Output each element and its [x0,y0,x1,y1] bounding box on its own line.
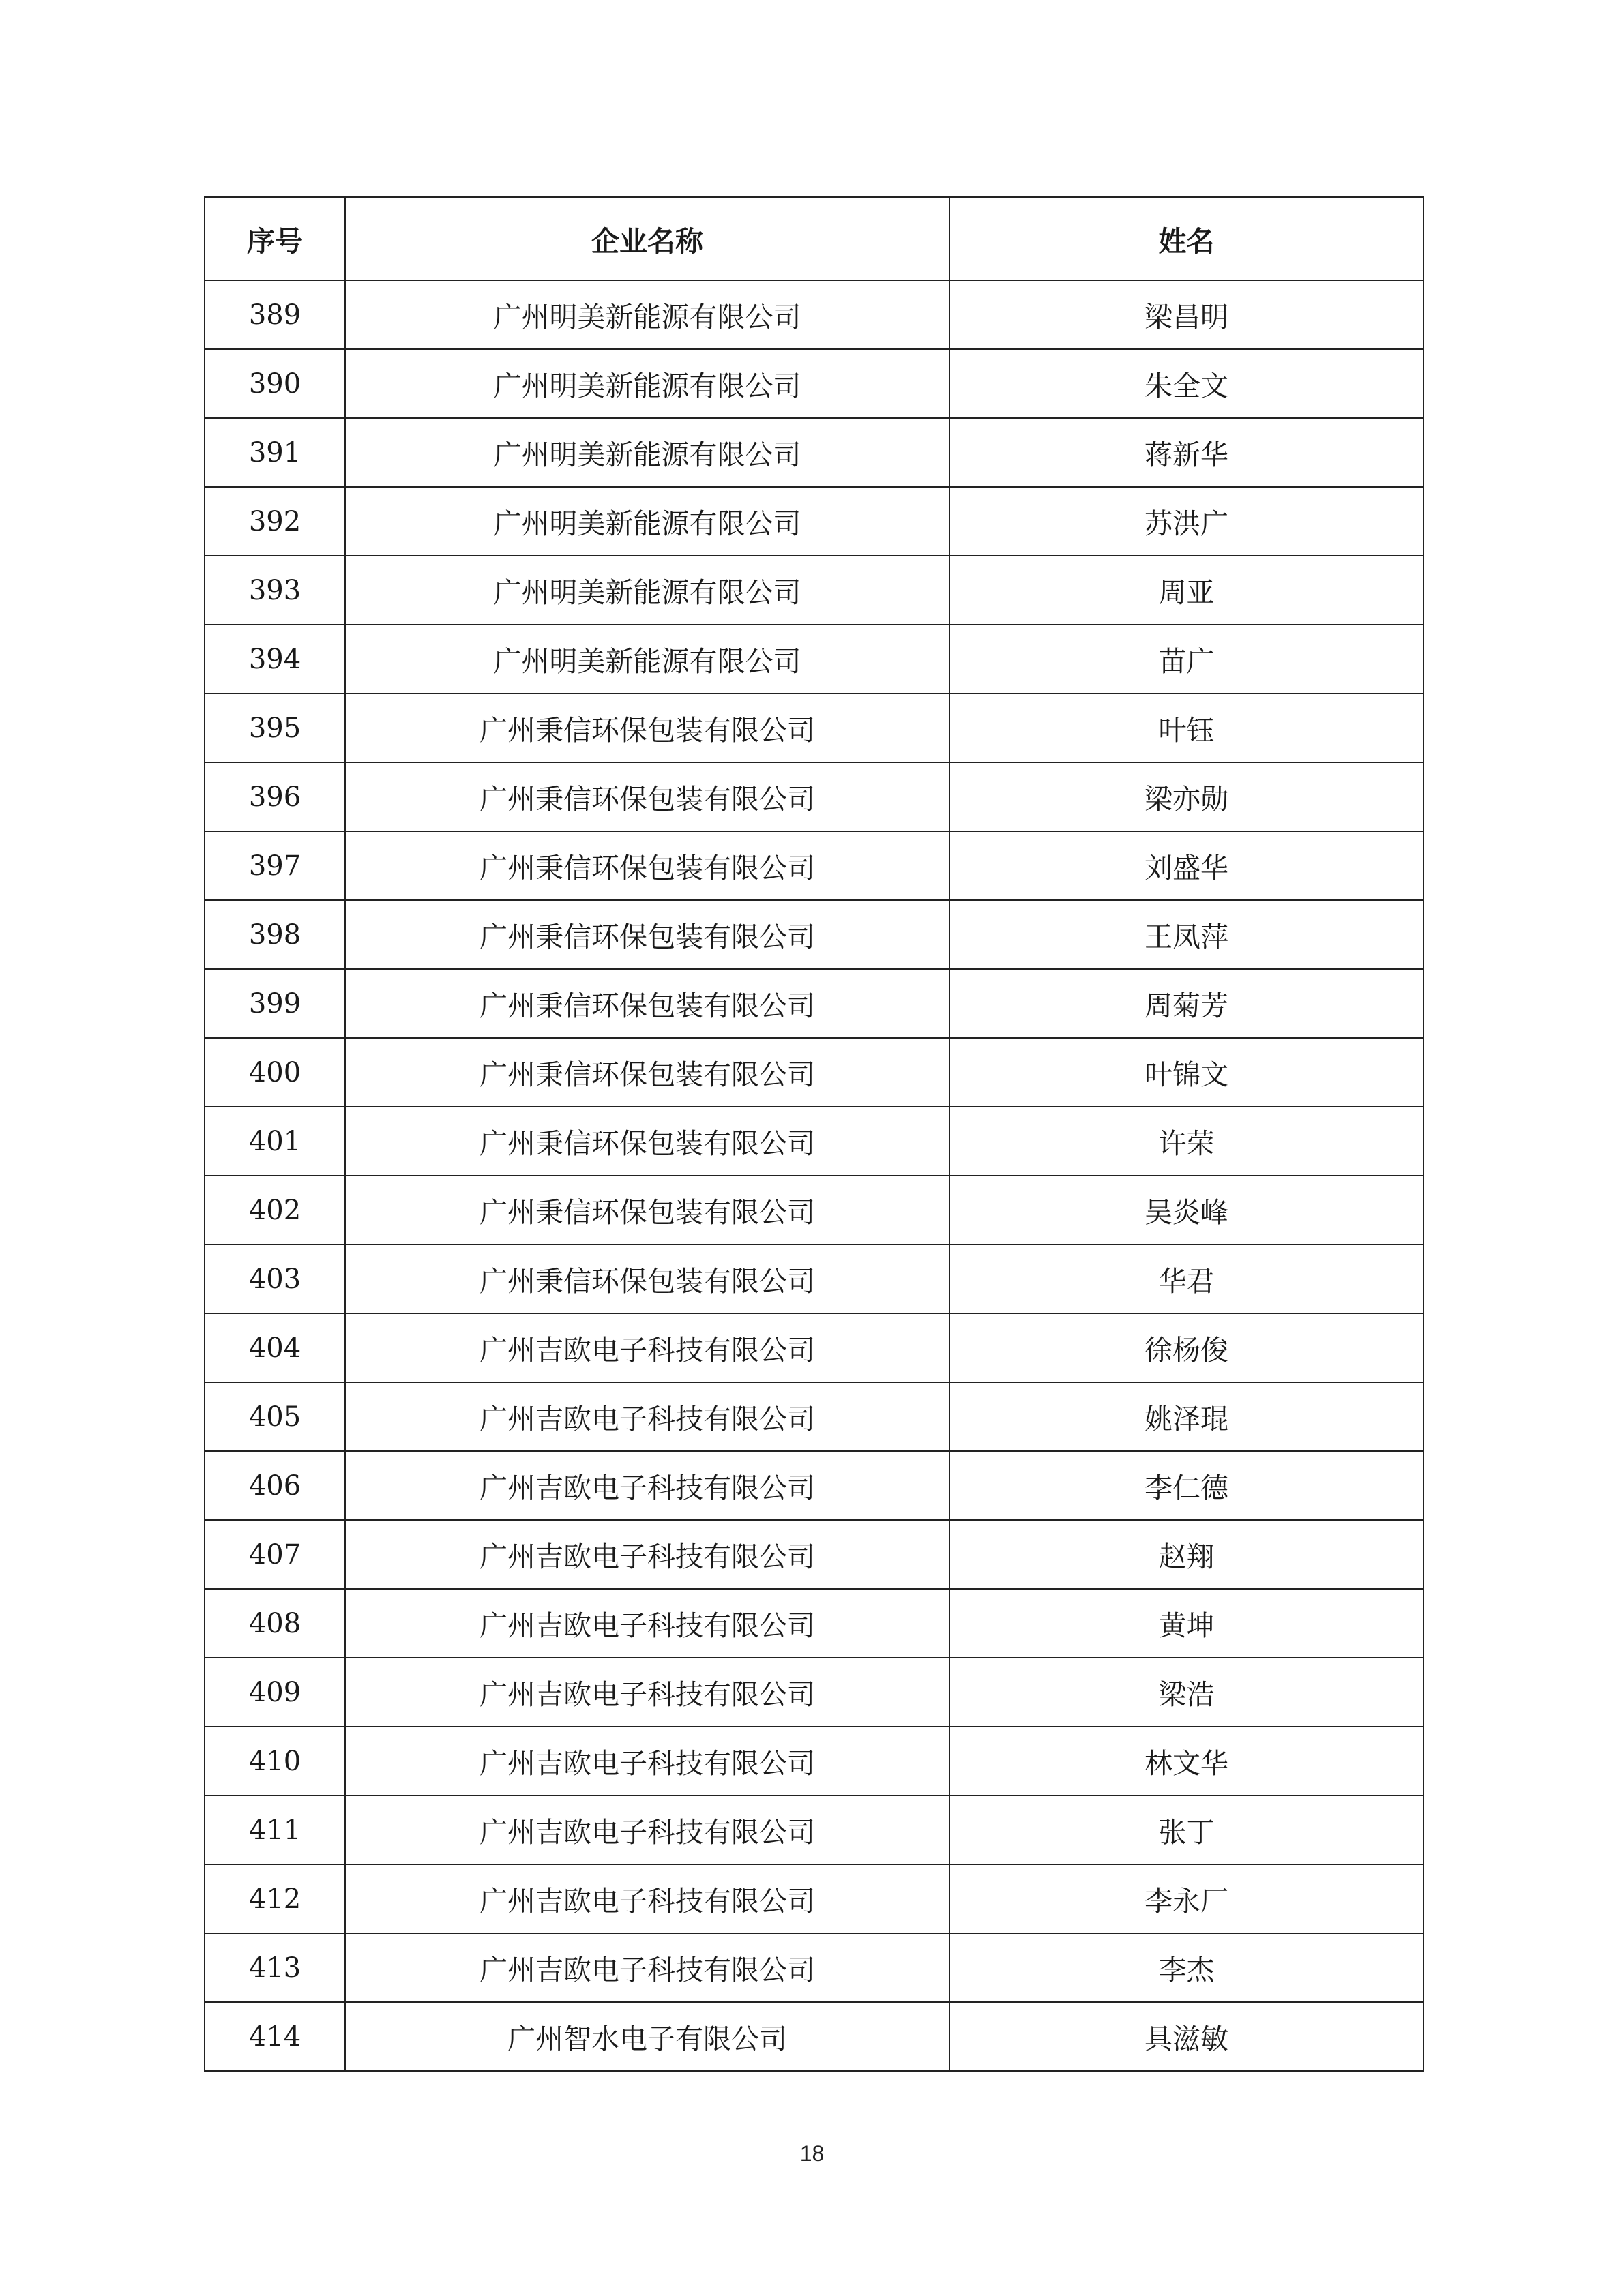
table-row [205,2002,1423,2071]
header-name: 姓名 [949,197,1423,280]
table-row [205,1244,1423,1313]
header-row [205,197,1423,280]
cell-company: 广州秉信环保包装有限公司 [345,831,949,900]
cell-name: 黄坤 [949,1589,1423,1658]
cell-company: 广州吉欧电子科技有限公司 [345,1313,949,1382]
cell-number: 399 [205,969,345,1038]
cell-name: 梁亦勋 [949,762,1423,831]
cell-name: 叶钰 [949,694,1423,762]
table-row [205,1727,1423,1795]
table-row [205,349,1423,418]
cell-number: 409 [205,1658,345,1727]
cell-name: 具滋敏 [949,2002,1423,2071]
table-row [205,1520,1423,1589]
cell-company: 广州智水电子有限公司 [345,2002,949,2071]
cell-company: 广州秉信环保包装有限公司 [345,1107,949,1176]
cell-name: 苏洪广 [949,487,1423,556]
cell-number: 406 [205,1451,345,1520]
cell-company: 广州吉欧电子科技有限公司 [345,1589,949,1658]
cell-company: 广州明美新能源有限公司 [345,349,949,418]
table-header [205,197,1423,280]
cell-number: 389 [205,280,345,349]
cell-name: 朱全文 [949,349,1423,418]
page-number: 18 [799,2141,825,2166]
table-row [205,625,1423,694]
table-body [205,280,1423,2071]
cell-company: 广州秉信环保包装有限公司 [345,1176,949,1244]
table-row [205,487,1423,556]
table-row [205,969,1423,1038]
table-row [205,1658,1423,1727]
header-number: 序号 [205,197,345,280]
cell-company: 广州吉欧电子科技有限公司 [345,1382,949,1451]
cell-company: 广州吉欧电子科技有限公司 [345,1727,949,1795]
table-row [205,1382,1423,1451]
cell-number: 398 [205,900,345,969]
table-row [205,694,1423,762]
cell-number: 412 [205,1864,345,1933]
cell-number: 396 [205,762,345,831]
cell-number: 404 [205,1313,345,1382]
cell-name: 刘盛华 [949,831,1423,900]
roster-table [204,196,1424,2072]
cell-name: 周菊芳 [949,969,1423,1038]
table-row [205,1933,1423,2002]
cell-number: 397 [205,831,345,900]
cell-company: 广州吉欧电子科技有限公司 [345,1451,949,1520]
cell-company: 广州吉欧电子科技有限公司 [345,1864,949,1933]
cell-name: 苗广 [949,625,1423,694]
cell-number: 403 [205,1244,345,1313]
cell-name: 李永厂 [949,1864,1423,1933]
cell-company: 广州明美新能源有限公司 [345,625,949,694]
cell-company: 广州吉欧电子科技有限公司 [345,1933,949,2002]
cell-number: 392 [205,487,345,556]
table-row [205,1864,1423,1933]
cell-number: 395 [205,694,345,762]
cell-company: 广州秉信环保包装有限公司 [345,694,949,762]
cell-number: 414 [205,2002,345,2071]
cell-number: 413 [205,1933,345,2002]
cell-company: 广州明美新能源有限公司 [345,487,949,556]
cell-name: 赵翔 [949,1520,1423,1589]
cell-name: 许荣 [949,1107,1423,1176]
cell-company: 广州明美新能源有限公司 [345,280,949,349]
table-row [205,1176,1423,1244]
cell-name: 梁浩 [949,1658,1423,1727]
cell-number: 401 [205,1107,345,1176]
cell-name: 姚泽琨 [949,1382,1423,1451]
table-row [205,762,1423,831]
cell-company: 广州吉欧电子科技有限公司 [345,1520,949,1589]
table-row [205,1313,1423,1382]
cell-name: 林文华 [949,1727,1423,1795]
table-row [205,1107,1423,1176]
cell-name: 王凤萍 [949,900,1423,969]
cell-number: 391 [205,418,345,487]
cell-name: 华君 [949,1244,1423,1313]
table-row [205,1795,1423,1864]
table-row [205,900,1423,969]
cell-name: 李仁德 [949,1451,1423,1520]
cell-number: 394 [205,625,345,694]
cell-number: 407 [205,1520,345,1589]
cell-name: 梁昌明 [949,280,1423,349]
table-row [205,280,1423,349]
cell-number: 400 [205,1038,345,1107]
table-row [205,1589,1423,1658]
cell-number: 393 [205,556,345,625]
cell-company: 广州明美新能源有限公司 [345,418,949,487]
cell-name: 吴炎峰 [949,1176,1423,1244]
cell-number: 405 [205,1382,345,1451]
cell-name: 张丁 [949,1795,1423,1864]
cell-company: 广州明美新能源有限公司 [345,556,949,625]
cell-company: 广州秉信环保包装有限公司 [345,1244,949,1313]
cell-name: 徐杨俊 [949,1313,1423,1382]
cell-company: 广州秉信环保包装有限公司 [345,969,949,1038]
table-row [205,1451,1423,1520]
cell-company: 广州秉信环保包装有限公司 [345,1038,949,1107]
table-row [205,556,1423,625]
cell-name: 李杰 [949,1933,1423,2002]
cell-company: 广州吉欧电子科技有限公司 [345,1795,949,1864]
cell-company: 广州吉欧电子科技有限公司 [345,1658,949,1727]
table-row [205,1038,1423,1107]
cell-number: 408 [205,1589,345,1658]
cell-name: 蒋新华 [949,418,1423,487]
cell-name: 周亚 [949,556,1423,625]
cell-name: 叶锦文 [949,1038,1423,1107]
cell-company: 广州秉信环保包装有限公司 [345,900,949,969]
cell-number: 410 [205,1727,345,1795]
cell-number: 390 [205,349,345,418]
table-row [205,418,1423,487]
roster-table-container [204,196,1423,2072]
cell-company: 广州秉信环保包装有限公司 [345,762,949,831]
header-company: 企业名称 [345,197,949,280]
cell-number: 402 [205,1176,345,1244]
table-row [205,831,1423,900]
cell-number: 411 [205,1795,345,1864]
